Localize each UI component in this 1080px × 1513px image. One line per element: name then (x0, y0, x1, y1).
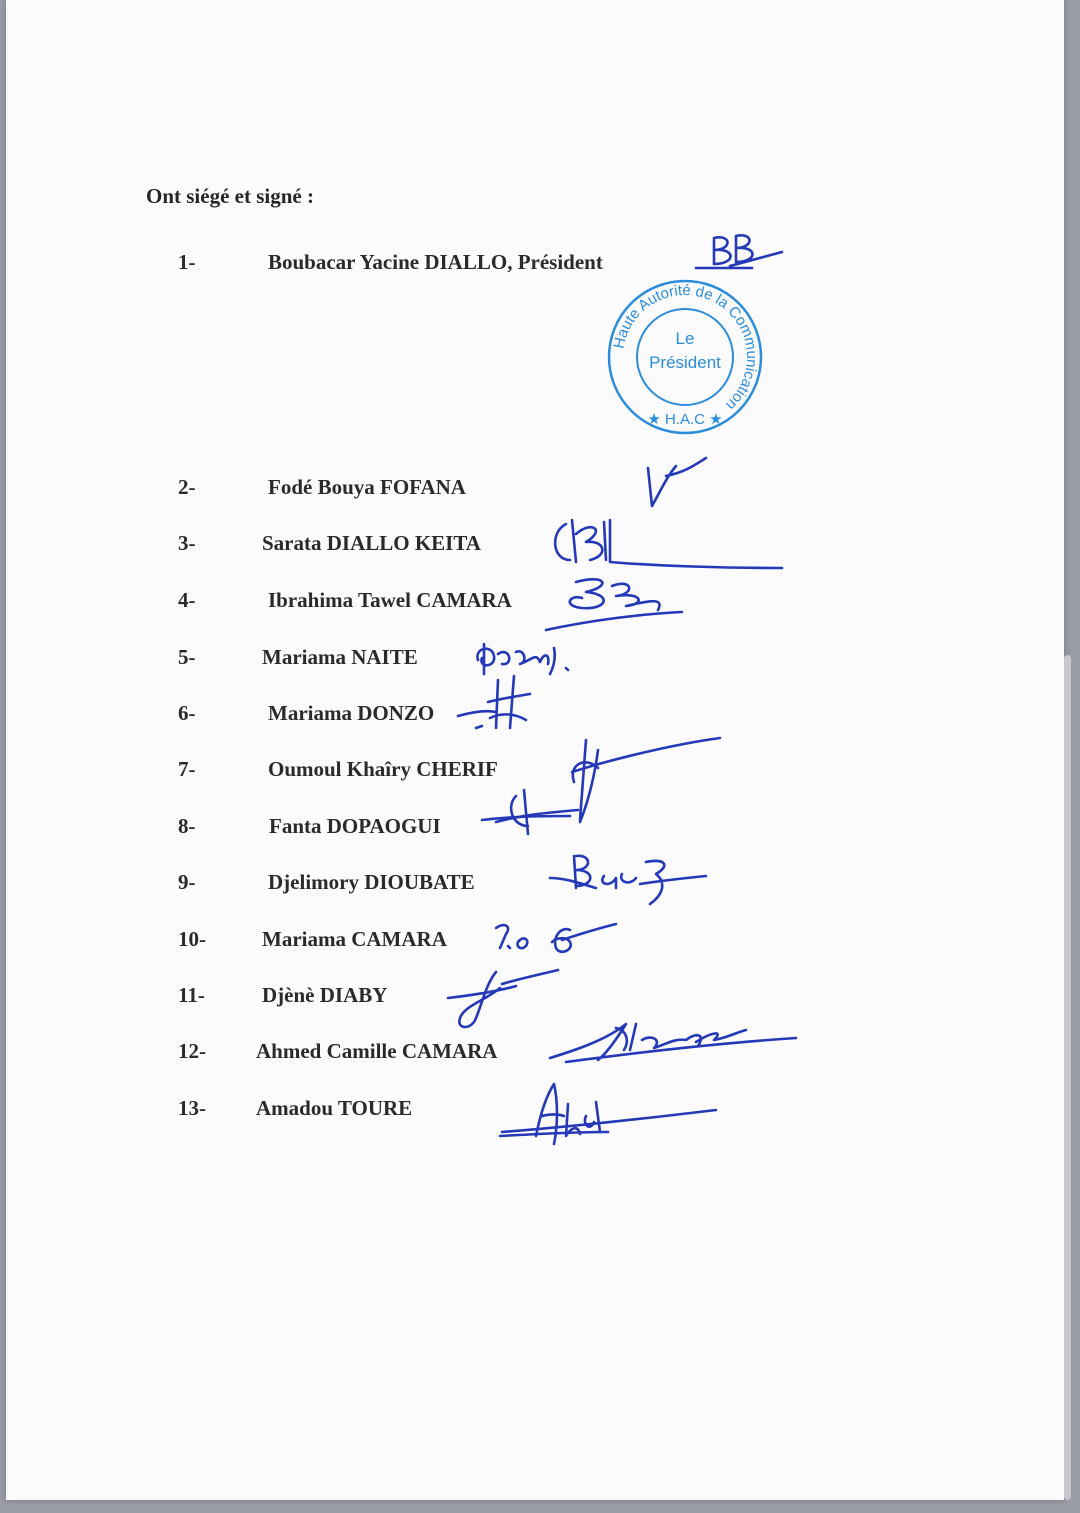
stamp-outer-text: Haute Autorité de la Communication (610, 281, 761, 414)
document-page (6, 0, 1064, 1500)
signature-3 (546, 510, 786, 576)
signatory-name: Boubacar Yacine DIALLO, Président (268, 250, 603, 274)
signatory-number: 7- (178, 757, 196, 781)
signatory-number: 1- (178, 250, 196, 274)
signatory-name: Sarata DIALLO KEITA (262, 531, 481, 555)
signature-7-8 (476, 730, 726, 840)
signatory-name: Oumoul Khaîry CHERIF (268, 757, 498, 781)
signatory-number: 3- (178, 531, 196, 555)
signature-11 (442, 960, 562, 1032)
signature-2 (636, 452, 716, 512)
signatory-number: 8- (178, 814, 196, 838)
signatory-number: 6- (178, 701, 196, 725)
signatory-number: 11- (178, 983, 205, 1007)
signatory-number: 9- (178, 870, 196, 894)
signature-13 (496, 1076, 721, 1152)
signature-1 (692, 228, 788, 274)
signature-10 (490, 914, 620, 960)
signatory-number: 13- (178, 1096, 206, 1120)
signature-9 (546, 848, 711, 908)
document-heading: Ont siégé et signé : (146, 184, 314, 208)
stamp-bottom-text: ★ H.A.C ★ (647, 411, 723, 428)
signatory-name: Ahmed Camille CAMARA (256, 1039, 498, 1063)
signatory-name: Djelimory DIOUBATE (268, 870, 475, 894)
signatory-name: Mariama DONZO (268, 701, 435, 725)
official-stamp (604, 276, 766, 438)
signatory-name: Djènè DIABY (262, 983, 388, 1007)
signatory-number: 5- (178, 645, 196, 669)
signatory-name: Amadou TOURE (256, 1096, 413, 1120)
signature-4 (542, 570, 692, 634)
stamp-center-line1: Le (675, 329, 695, 348)
scrollbar[interactable] (1064, 655, 1071, 1500)
signatory-name: Mariama CAMARA (262, 927, 447, 951)
signatory-number: 10- (178, 927, 206, 951)
signatory-number: 2- (178, 475, 196, 499)
signatory-number: 4- (178, 588, 196, 612)
signature-6 (452, 672, 542, 732)
signatory-name: Fodé Bouya FOFANA (268, 475, 466, 499)
signature-12 (546, 1010, 801, 1070)
signatory-name: Fanta DOPAOGUI (269, 814, 441, 838)
signatory-number: 12- (178, 1039, 206, 1063)
signatory-name: Ibrahima Tawel CAMARA (268, 588, 512, 612)
signatory-name: Mariama NAITE (262, 645, 418, 669)
stamp-center-line2: Président (649, 353, 721, 372)
